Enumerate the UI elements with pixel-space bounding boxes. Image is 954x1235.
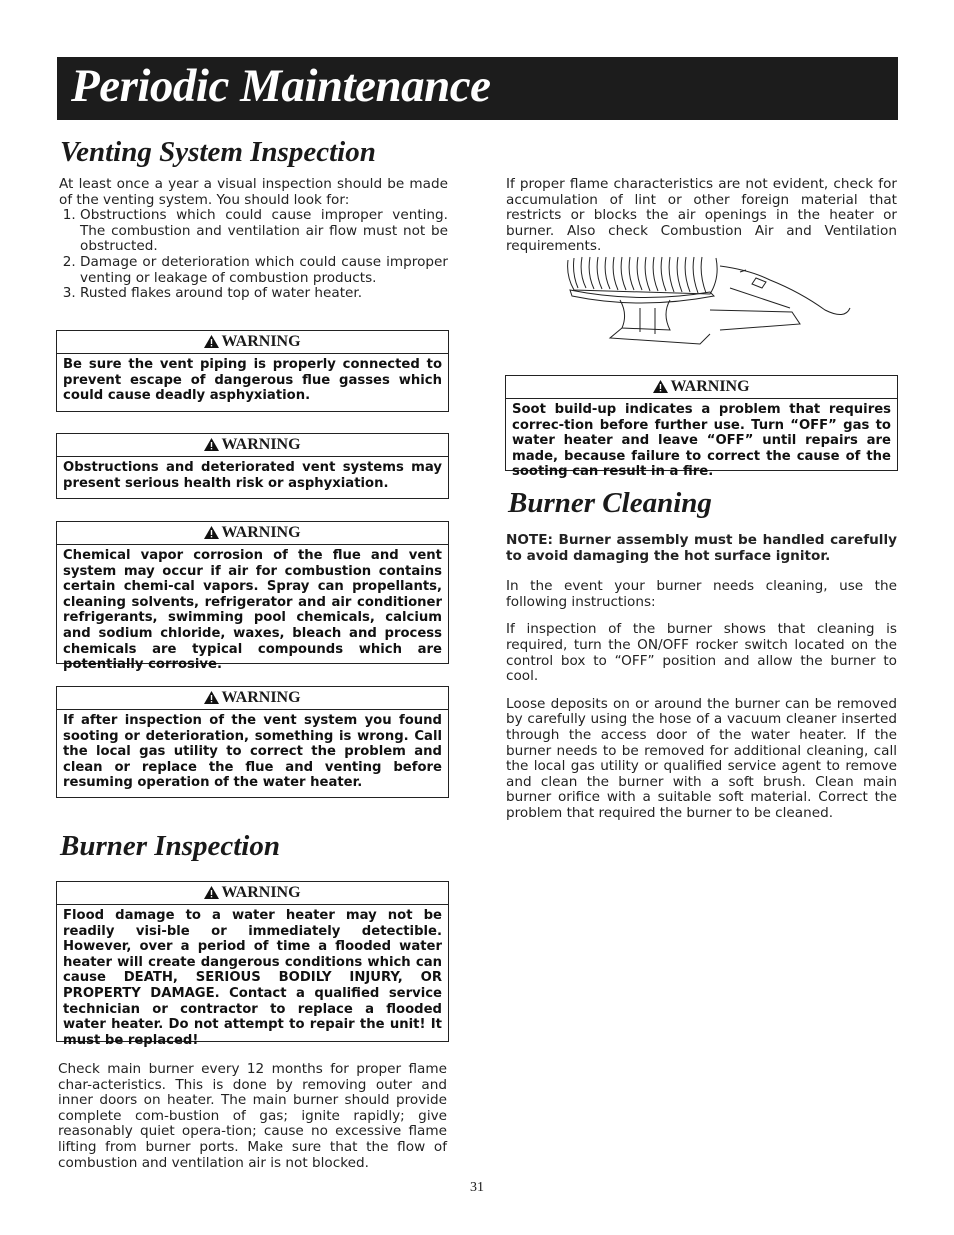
warning-box-obstructions xyxy=(56,433,449,499)
burner-inspection-title: Burner Inspection xyxy=(60,830,280,862)
list-item: 1. Obstructions which could cause improper venting. The combustion and ventilation air flow must not be obstructed. xyxy=(80,208,448,255)
list-item: 2. Damage or deterioration which could cause improper venting or leakage of combustion products. xyxy=(80,255,448,286)
warning-label: WARNING xyxy=(670,378,750,395)
flame-characteristics-body xyxy=(506,177,897,255)
warning-triangle-icon xyxy=(204,335,219,348)
warning-header xyxy=(506,376,897,399)
warning-header xyxy=(57,522,448,545)
warning-header xyxy=(57,687,448,710)
burner-cleaning-note: NOTE: Burner assembly must be handled carefully to avoid damaging the hot surface ignitor. xyxy=(506,532,897,564)
burner-cleaning-paragraph: In the event your burner needs cleaning, use the following instructions: xyxy=(506,578,897,610)
warning-triangle-icon xyxy=(204,438,219,451)
burner-cleaning-title: Burner Cleaning xyxy=(508,487,712,519)
warning-triangle-icon xyxy=(204,691,219,704)
burner-cleaning-body xyxy=(506,533,897,822)
warning-label: WARNING xyxy=(221,524,301,541)
warning-header xyxy=(57,331,448,354)
flame-paragraph: If proper flame characteristics are not evident, check for accumulation of lint or other foreign material that restricts or blocks the air openings in the heater or burner. Also check Combustion Air and Ventilation requirements. xyxy=(506,176,897,255)
warning-text: Be sure the vent piping is properly connected to prevent escape of dangerous flue gasses which could cause deadly asphyxiation. xyxy=(63,357,442,404)
venting-checklist xyxy=(59,208,448,302)
warning-header xyxy=(57,882,448,905)
warning-label: WARNING xyxy=(221,333,301,350)
page-number: 31 xyxy=(470,1180,484,1195)
warning-box-sooting xyxy=(56,686,449,798)
burner-cleaning-paragraph: Loose deposits on or around the burner can be removed by carefully using the hose of a vacuum cleaner inserted through the access door of the water heater. If the burner needs to be removed for additional cleaning, call the local gas utility or qualified service agent to remove and clean the burner with a soft brush. Clean main burner orifice with a suitable soft material. Correct the problem that required the burner to be cleaned. xyxy=(506,695,897,821)
warning-box-vent-piping xyxy=(56,330,449,412)
warning-box-soot-buildup xyxy=(505,375,898,480)
warning-box-chemical-corrosion xyxy=(56,521,449,673)
list-item: 3. Rusted flakes around top of water heater. xyxy=(80,286,448,302)
title-banner xyxy=(57,57,898,120)
burner-illustration xyxy=(560,248,860,348)
warning-label: WARNING xyxy=(221,436,301,453)
warning-triangle-icon xyxy=(204,886,219,899)
warning-box-flood-damage xyxy=(56,881,449,1048)
venting-intro: At least once a year a visual inspection should be made of the venting system. You should look for: xyxy=(59,176,448,208)
venting-section-title: Venting System Inspection xyxy=(60,136,376,168)
warning-text: Flood damage to a water heater may not be readily visi-ble or immediately detectible. However, over a period of time a flooded water heater will create dangerous conditions which can cause DEATH, SERIOUS BODILY INJURY, OR PROPERTY DAMAGE. Contact a qualified service technician or contractor to replace a flooded water heater. Do not attempt to repair the unit! It must be replaced! xyxy=(63,908,442,1048)
venting-body xyxy=(59,177,448,302)
burner-cleaning-paragraph: If inspection of the burner shows that cleaning is required, turn the ON/OFF rocker switch located on the control box to “OFF” position and allow the burner to cool. xyxy=(506,621,897,685)
warning-text: Soot build-up indicates a problem that requires correc-tion before further use. Turn “OFF” gas to water heater and leave “OFF” until repairs are made, because failure to correct the cause of the sooting can result in a fire. xyxy=(512,402,891,480)
warning-label: WARNING xyxy=(221,689,301,706)
burner-inspection-body xyxy=(58,1062,447,1171)
burner-inspection-paragraph: Check main burner every 12 months for proper flame char-acteristics. This is done by removing outer and inner doors on heater. The main burner should provide complete com-bustion of gas; ignite rapidly; give reasonably quiet opera-tion; cause no excessive flame lifting from burner ports. Make sure that the flow of combustion and ventilation air is not blocked. xyxy=(58,1061,447,1171)
warning-triangle-icon xyxy=(653,380,668,393)
warning-label: WARNING xyxy=(221,884,301,901)
warning-text: Obstructions and deteriorated vent systems may present serious health risk or asphyxiation. xyxy=(63,460,442,491)
warning-triangle-icon xyxy=(204,526,219,539)
warning-header xyxy=(57,434,448,457)
warning-text: Chemical vapor corrosion of the flue and vent system may occur if air for combustion contains certain chemi-cal vapors. Spray can propellants, cleaning solvents, refrigerator and air conditioner refrigerants, swimming pool chemicals, calcium and sodium chloride, waxes, bleach and process chemicals are typical compounds which are potentially corrosive. xyxy=(63,548,442,673)
warning-text: If after inspection of the vent system you found sooting or deterioration, something is wrong. Call the local gas utility to correct the problem and clean or replace the flue and venting before resuming operation of the water heater. xyxy=(63,713,442,791)
page-title: Periodic Maintenance xyxy=(71,60,491,112)
